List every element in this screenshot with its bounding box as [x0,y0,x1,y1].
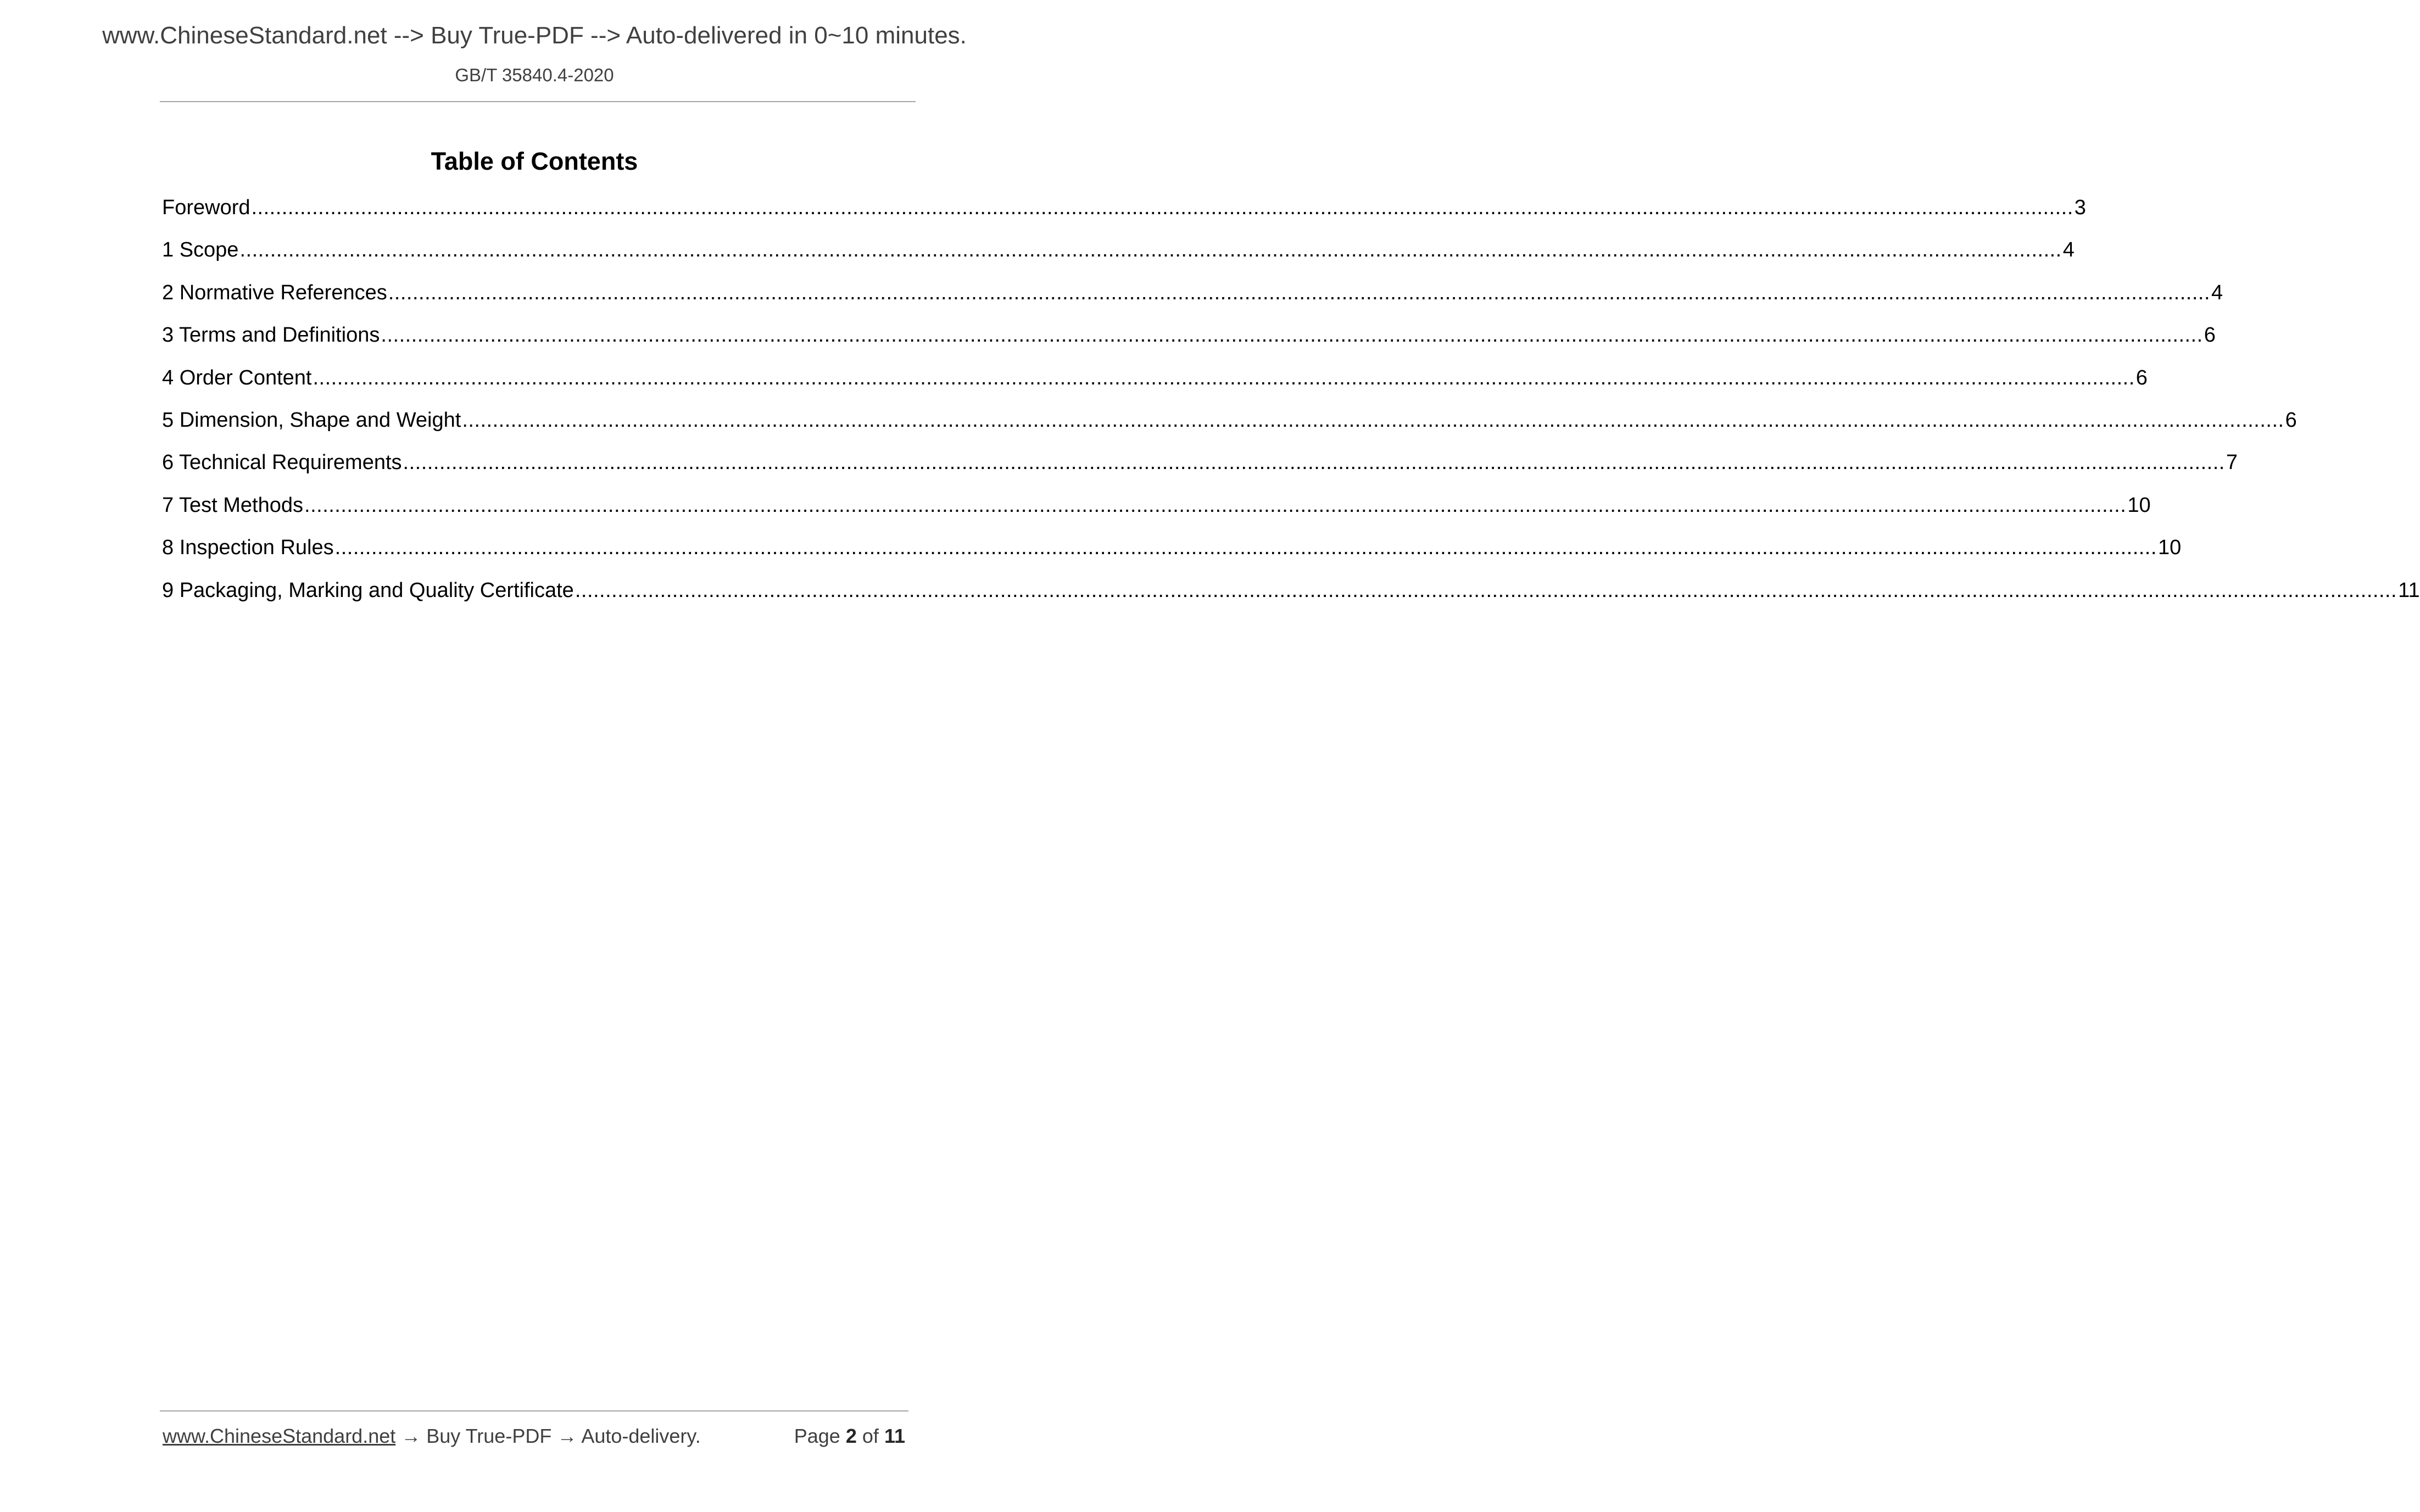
toc-entry[interactable] [162,196,2086,238]
current-page-number: 2 [845,1425,857,1447]
toc-entry-page: 6 [2135,366,2148,389]
toc-entry[interactable] [162,281,2223,323]
toc-entry-label: 7 Test Methods [162,493,304,517]
page-indicator [794,1425,905,1448]
toc-entry-label: 8 Inspection Rules [162,536,334,560]
toc-entry[interactable] [162,323,2216,366]
toc-dot-leader: ............................................................................................................................................................................................................................................................................................................ [575,578,2397,602]
total-page-count: 11 [884,1425,905,1447]
toc-entry[interactable] [162,451,2238,493]
toc-entry-page: 6 [2204,323,2216,347]
toc-entry-label: 5 Dimension, Shape and Weight [162,408,461,432]
toc-dot-leader: ............................................................................................................................................................................................................................................................................................................ [462,408,2284,432]
toc-entry-page: 10 [2127,493,2151,517]
toc-entry[interactable] [162,536,2182,578]
toc-dot-leader: ............................................................................................................................................................................................................................................................................................................ [403,451,2225,475]
toc-dot-leader: ............................................................................................................................................................................................................................................................................................................ [388,281,2211,304]
toc-dot-leader: ............................................................................................................................................................................................................................................................................................................ [304,493,2127,517]
toc-entry-label: 4 Order Content [162,366,312,389]
toc-entry-label: 2 Normative References [162,281,387,304]
toc-entry[interactable] [162,493,2151,536]
toc-entry-label: Foreword [162,196,250,219]
footer-divider [160,1410,908,1411]
toc-dot-leader: ............................................................................................................................................................................................................................................................................................................ [334,536,2157,560]
toc-entry-label: 1 Scope [162,238,239,262]
of-word: of [862,1425,879,1447]
toc-dot-leader: ............................................................................................................................................................................................................................................................................................................ [313,366,2135,389]
toc-entry-label: 6 Technical Requirements [162,451,402,475]
toc-list [162,196,2420,621]
toc-entry-page: 4 [2062,238,2075,262]
footer-website-link[interactable]: www.ChineseStandard.net [163,1425,396,1447]
toc-dot-leader: ............................................................................................................................................................................................................................................................................................................ [251,196,2073,219]
header-divider [160,101,916,102]
footer-tagline: → Buy True-PDF → Auto-delivery. [395,1425,701,1447]
toc-title: Table of Contents [431,147,638,175]
toc-dot-leader: ............................................................................................................................................................................................................................................................................................................ [381,323,2203,347]
toc-entry[interactable] [162,578,2420,621]
toc-entry[interactable] [162,366,2148,409]
footer-promo [163,1425,701,1448]
toc-entry[interactable] [162,238,2075,281]
standard-code: GB/T 35840.4-2020 [455,65,614,85]
toc-entry-label: 3 Terms and Definitions [162,323,380,347]
toc-entry-page: 7 [2226,451,2238,475]
toc-entry[interactable] [162,408,2297,451]
page-word: Page [794,1425,840,1447]
toc-entry-page: 11 [2398,578,2420,602]
toc-dot-leader: ............................................................................................................................................................................................................................................................................................................ [239,238,2062,262]
toc-entry-page: 4 [2211,281,2223,304]
header-banner: www.ChineseStandard.net --> Buy True-PDF --> Auto-delivered in 0~10 minutes. [102,22,967,49]
toc-entry-label: 9 Packaging, Marking and Quality Certificate [162,578,574,602]
toc-entry-page: 3 [2074,196,2086,219]
toc-entry-page: 6 [2285,408,2297,432]
toc-entry-page: 10 [2157,536,2182,560]
